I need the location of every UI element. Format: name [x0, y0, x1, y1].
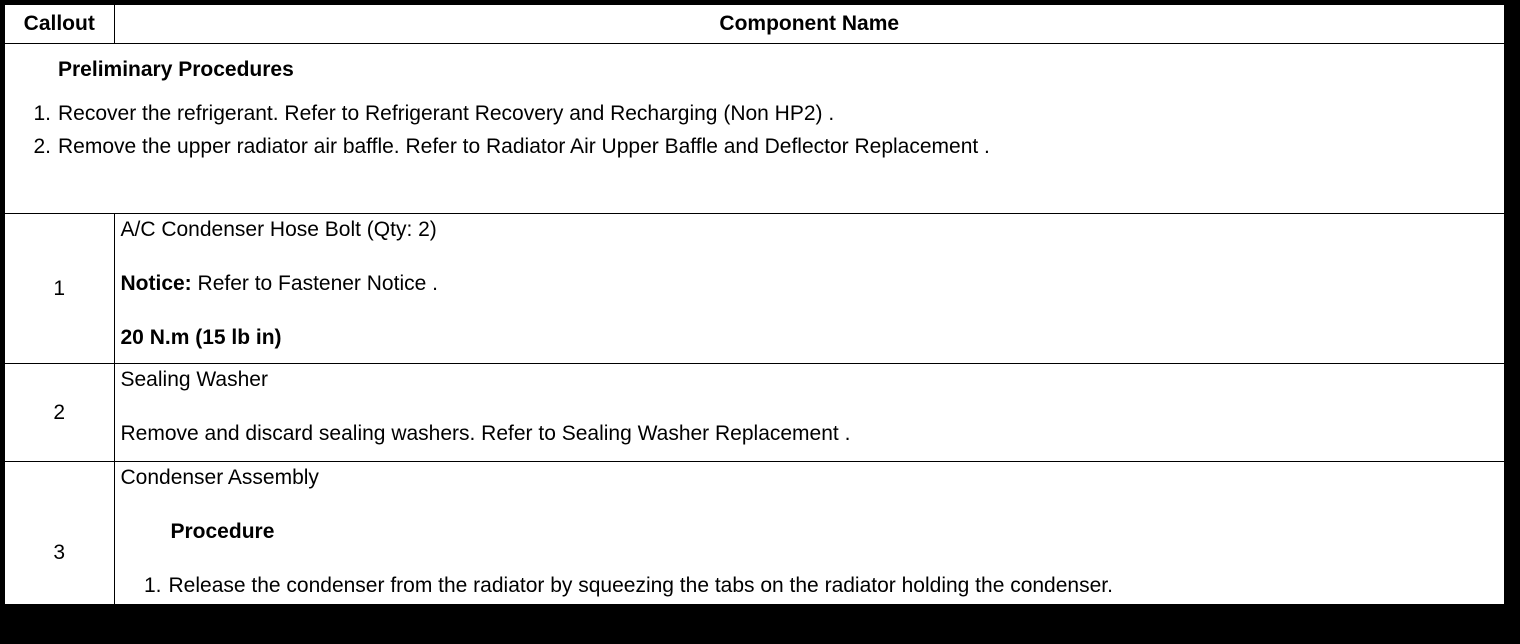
step-text: Recover the refrigerant. Refer to Refrigerant Recovery and Recharging (Non HP2) .	[58, 102, 834, 126]
instruction-text: Remove and discard sealing washers. Refer to Sealing Washer Replacement .	[121, 422, 1505, 446]
list-item	[121, 607, 1505, 631]
step-number: 2.	[5, 135, 58, 159]
component-name: Sealing Washer	[121, 368, 1505, 392]
preliminary-procedures-row	[5, 44, 1504, 214]
component-name-column-header: Component Name	[114, 5, 1504, 44]
table-row	[5, 364, 1504, 462]
preliminary-procedures-cell	[5, 44, 1504, 214]
notice-label: Notice:	[121, 272, 192, 295]
procedure-title: Procedure	[121, 520, 1505, 544]
step-number: 1.	[121, 574, 169, 598]
callout-column-header: Callout	[5, 5, 114, 44]
notice-line	[121, 272, 1505, 296]
preliminary-procedures-title: Preliminary Procedures	[5, 58, 1504, 82]
component-cell	[114, 364, 1504, 462]
step-text: Release the condenser from the radiator by squeezing the tabs on the radiator holding the condenser.	[169, 574, 1113, 598]
callout-number: 1	[5, 214, 114, 364]
step-text: Remove the stone/debris screen from the condenser upon replacement.	[169, 607, 838, 631]
callout-number: 3	[5, 462, 114, 644]
table-header-row	[5, 5, 1504, 44]
component-table	[5, 5, 1504, 644]
component-name: A/C Condenser Hose Bolt (Qty: 2)	[121, 218, 1505, 242]
step-text: Remove the upper radiator air baffle. Refer to Radiator Air Upper Baffle and Deflector Replacement .	[58, 135, 990, 159]
procedure-document	[3, 3, 1506, 606]
procedure-steps-list	[121, 574, 1505, 631]
callout-number: 2	[5, 364, 114, 462]
preliminary-steps-list	[5, 102, 1504, 159]
step-number: 2.	[121, 607, 169, 631]
table-row	[5, 214, 1504, 364]
component-cell	[114, 214, 1504, 364]
component-name: Condenser Assembly	[121, 466, 1505, 490]
table-row	[5, 462, 1504, 644]
list-item	[121, 574, 1505, 598]
torque-spec: 20 N.m (15 lb in)	[121, 326, 1505, 350]
component-cell	[114, 462, 1504, 644]
notice-text: Refer to Fastener Notice .	[192, 272, 438, 295]
list-item	[5, 102, 1504, 126]
step-number: 1.	[5, 102, 58, 126]
list-item	[5, 135, 1504, 159]
